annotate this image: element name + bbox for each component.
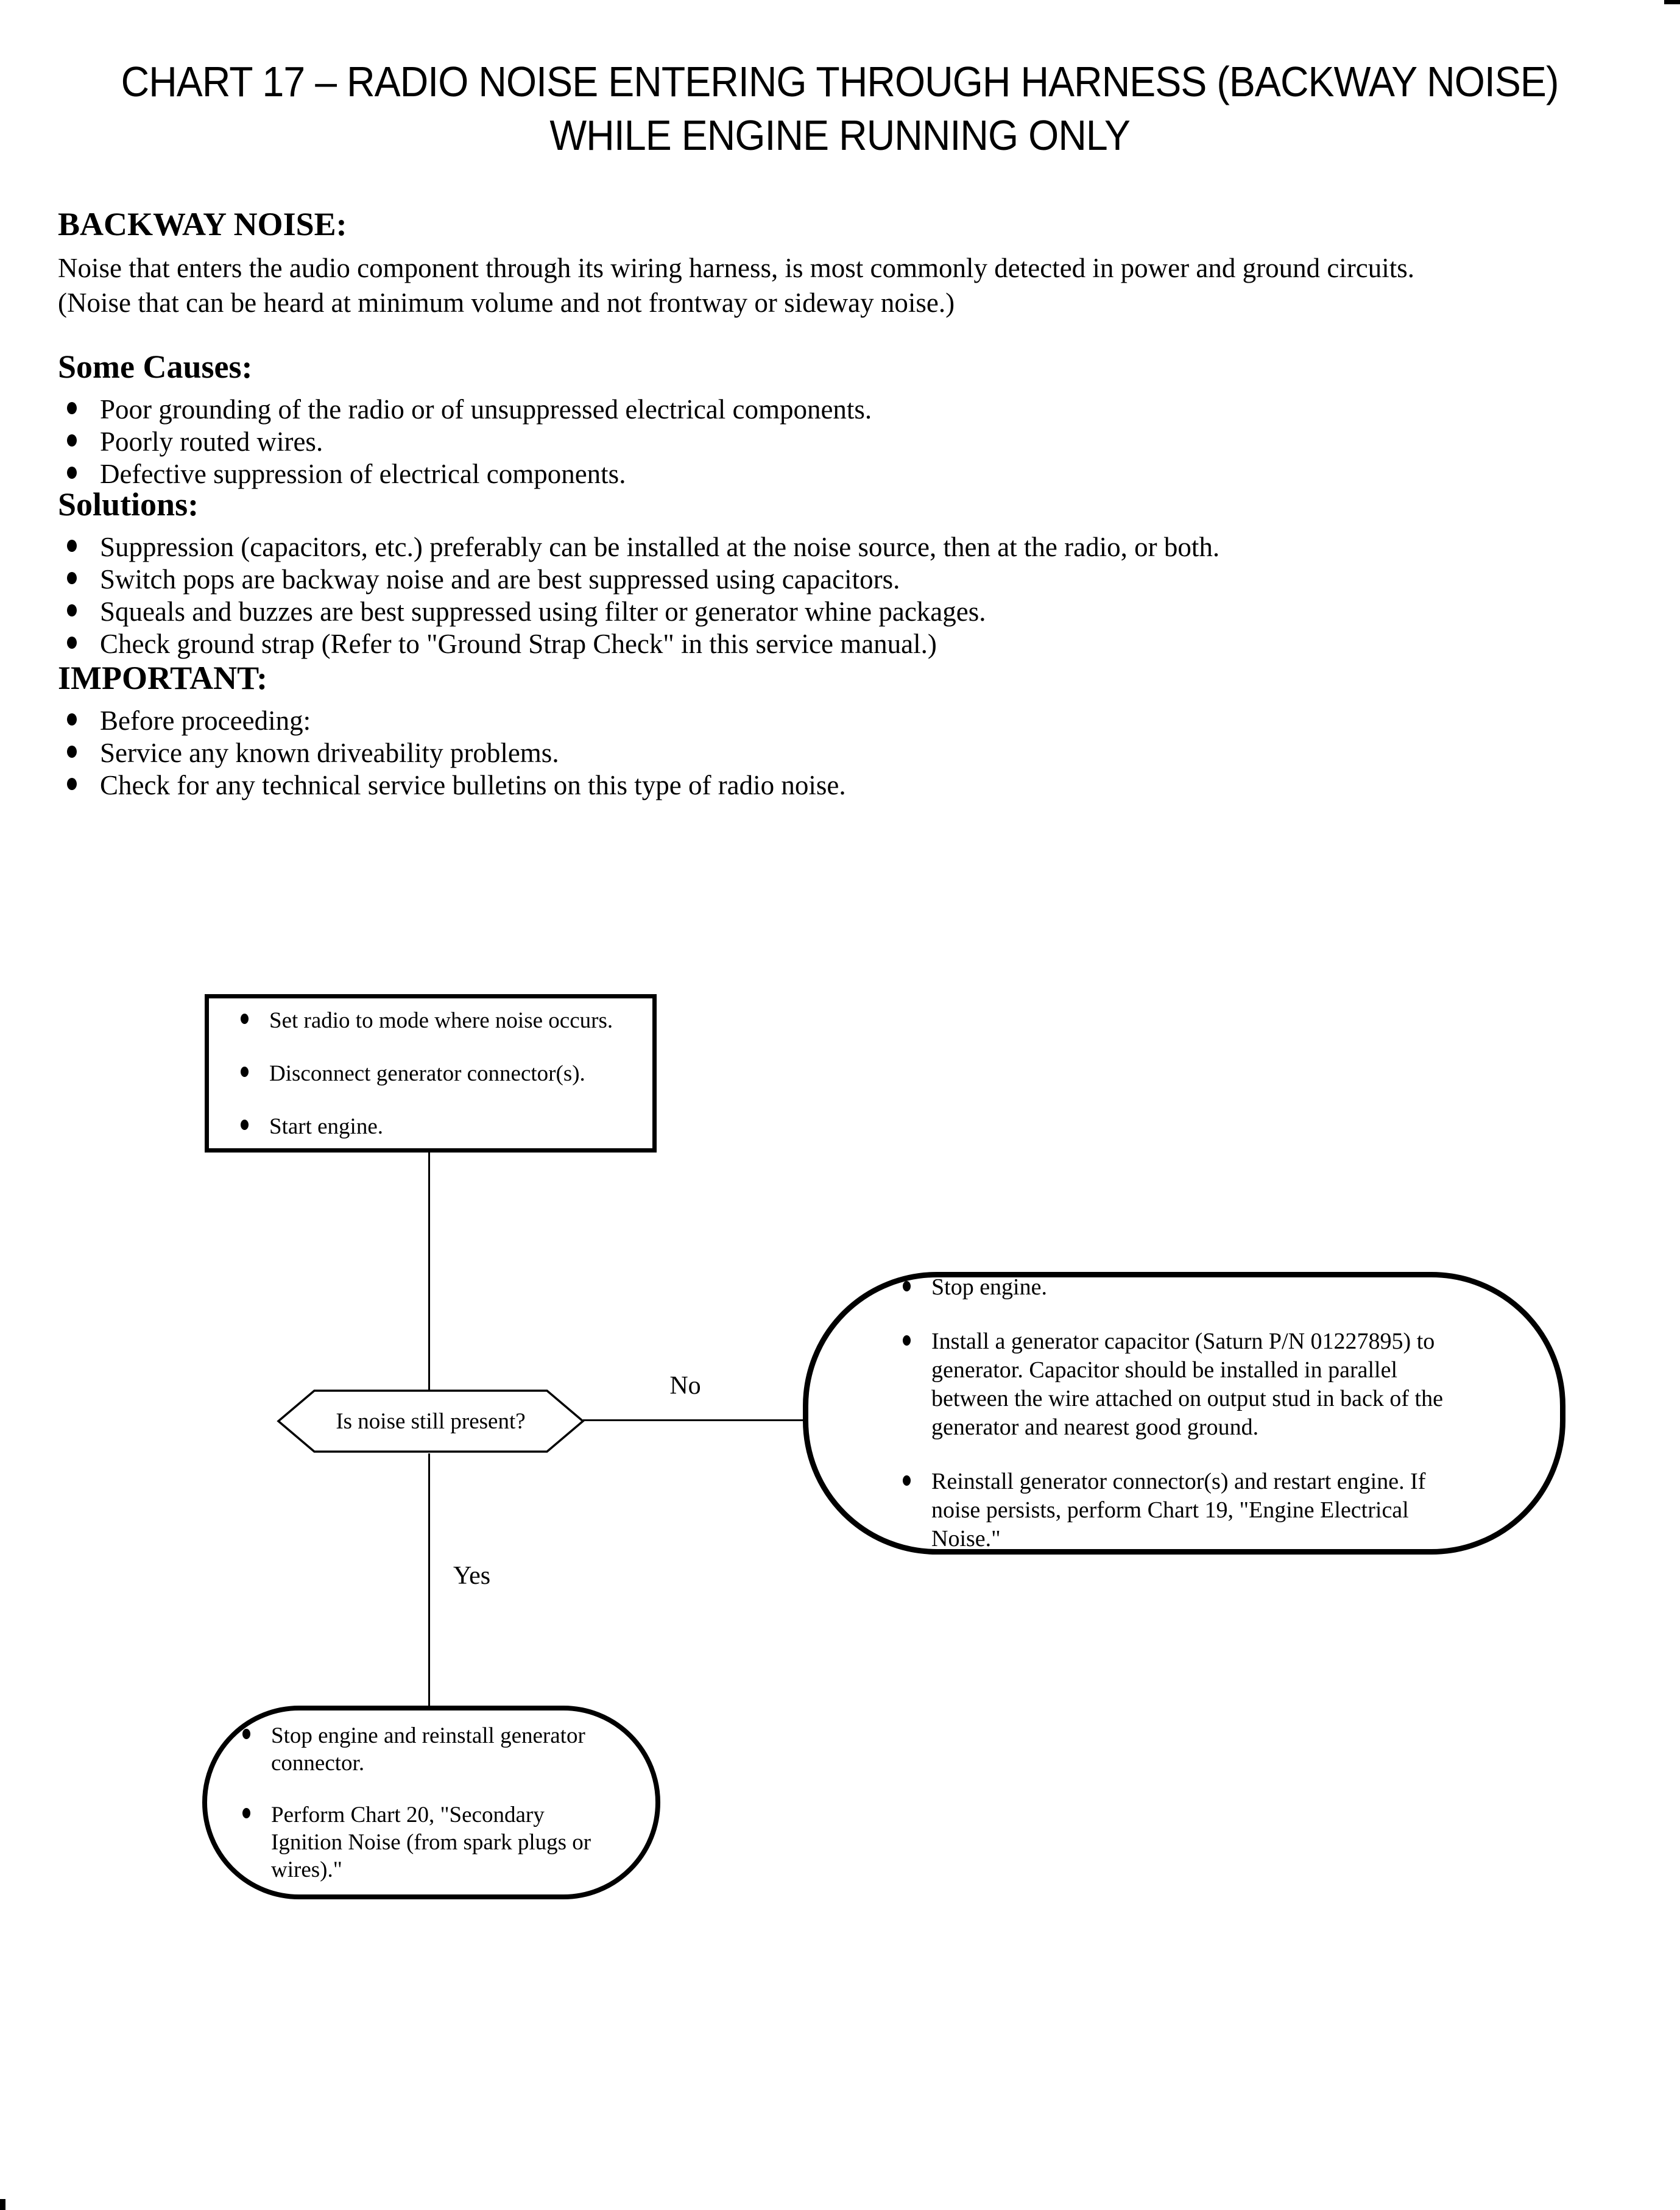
- page-title: [0, 55, 1680, 162]
- no-step-text: Install a generator capacitor (Saturn P/N 01227895) to generator. Capacitor should be installed in parallel between the wire attached on output stud in back of the generator and nearest good ground.: [931, 1329, 1443, 1440]
- edge-label-yes: Yes: [453, 1562, 491, 1590]
- bullet-icon: [903, 1475, 911, 1486]
- bullet-icon: [903, 1281, 911, 1291]
- bullet-icon: [67, 434, 77, 447]
- yes-step-text: Stop engine and reinstall generator connector.: [271, 1723, 585, 1776]
- bullet-icon: [67, 604, 77, 616]
- section-heading-solutions: Solutions:: [58, 486, 199, 523]
- bullet-item: [67, 531, 1654, 563]
- edge-label-no: No: [669, 1372, 701, 1400]
- cause-text: Poorly routed wires.: [100, 426, 323, 457]
- solution-text: Switch pops are backway noise and are best suppressed using capacitors.: [100, 564, 900, 595]
- scan-speck-top-right: [1664, 0, 1680, 4]
- section-heading-important: IMPORTANT:: [58, 660, 268, 696]
- connector-start-to-decision: [428, 1153, 430, 1390]
- bullet-icon: [67, 637, 77, 649]
- bullet-item: [67, 769, 1654, 802]
- section-backway-noise: [58, 206, 1654, 320]
- bullet-icon: [67, 713, 77, 725]
- bullet-icon: [67, 540, 77, 552]
- bullet-item: [903, 1467, 1499, 1553]
- start-step-text: Set radio to mode where noise occurs.: [269, 1008, 613, 1033]
- start-step-text: Start engine.: [269, 1114, 384, 1139]
- solution-text: Check ground strap (Refer to "Ground Strap Check" in this service manual.): [100, 629, 937, 659]
- important-text: Check for any technical service bulletins on this type of radio noise.: [100, 770, 846, 800]
- bullet-item: [241, 1060, 652, 1087]
- bullet-item: [241, 1113, 652, 1140]
- bullet-item: [67, 596, 1654, 628]
- backway-definition-line2: (Noise that can be heard at minimum volume and not frontway or sideway noise.): [58, 288, 955, 318]
- page-title-line1: CHART 17 – RADIO NOISE ENTERING THROUGH HARNESS (BACKWAY NOISE): [121, 58, 1559, 105]
- bullet-icon: [67, 467, 77, 479]
- connector-decision-to-yes-box: [428, 1453, 430, 1707]
- start-step-text: Disconnect generator connector(s).: [269, 1061, 585, 1086]
- bullet-item: [903, 1273, 1499, 1302]
- cause-text: Poor grounding of the radio or of unsuppressed electrical components.: [100, 394, 872, 425]
- bullet-icon: [67, 746, 77, 758]
- flowchart-no-box: [803, 1272, 1565, 1555]
- important-text: Before proceeding:: [100, 705, 311, 736]
- bullet-item: [67, 563, 1654, 596]
- decision-question: Is noise still present?: [336, 1408, 526, 1434]
- bullet-icon: [242, 1729, 250, 1739]
- solution-text: Suppression (capacitors, etc.) preferably can be installed at the noise source, then at the radio, or both.: [100, 532, 1220, 562]
- section-heading-causes: Some Causes:: [58, 348, 253, 385]
- bullet-item: [67, 426, 1654, 458]
- bullet-item: [242, 1801, 655, 1883]
- bullet-icon: [242, 1808, 250, 1818]
- bullet-item: [903, 1327, 1499, 1442]
- important-text: Service any known driveability problems.: [100, 738, 559, 768]
- bullet-icon: [241, 1120, 249, 1130]
- section-important: [58, 660, 1654, 802]
- decision-hexagon: [277, 1389, 585, 1453]
- no-step-text: Stop engine.: [931, 1274, 1047, 1300]
- bullet-item: [67, 737, 1654, 769]
- flowchart-start-box: [205, 994, 657, 1153]
- bullet-item: [67, 628, 1654, 660]
- bullet-item: [67, 705, 1654, 737]
- bullet-icon: [241, 1067, 249, 1077]
- solution-text: Squeals and buzzes are best suppressed using filter or generator whine packages.: [100, 596, 986, 627]
- page-title-line2: WHILE ENGINE RUNNING ONLY: [549, 111, 1131, 159]
- bullet-item: [67, 394, 1654, 426]
- bullet-item: [241, 1007, 652, 1034]
- bullet-icon: [903, 1335, 911, 1346]
- bullet-icon: [67, 572, 77, 584]
- backway-definition-line1: Noise that enters the audio component through its wiring harness, is most commonly detected in power and ground circuits.: [58, 253, 1415, 283]
- section-some-causes: [58, 348, 1654, 490]
- flowchart-yes-box: [202, 1706, 660, 1899]
- bullet-item: [242, 1722, 655, 1777]
- bullet-icon: [67, 402, 77, 414]
- cause-text: Defective suppression of electrical components.: [100, 459, 626, 489]
- bullet-icon: [67, 778, 77, 790]
- connector-decision-to-no-box: [583, 1419, 804, 1421]
- bullet-icon: [241, 1014, 249, 1024]
- yes-step-text: Perform Chart 20, "Secondary Ignition Noise (from spark plugs or wires).": [271, 1802, 591, 1882]
- section-heading-backway: BACKWAY NOISE:: [58, 206, 347, 242]
- scan-speck-bottom-left: [0, 2199, 5, 2210]
- no-step-text: Reinstall generator connector(s) and restart engine. If noise persists, perform Chart 19, "Engine Electrical Noise.": [931, 1469, 1426, 1552]
- section-solutions: [58, 486, 1654, 660]
